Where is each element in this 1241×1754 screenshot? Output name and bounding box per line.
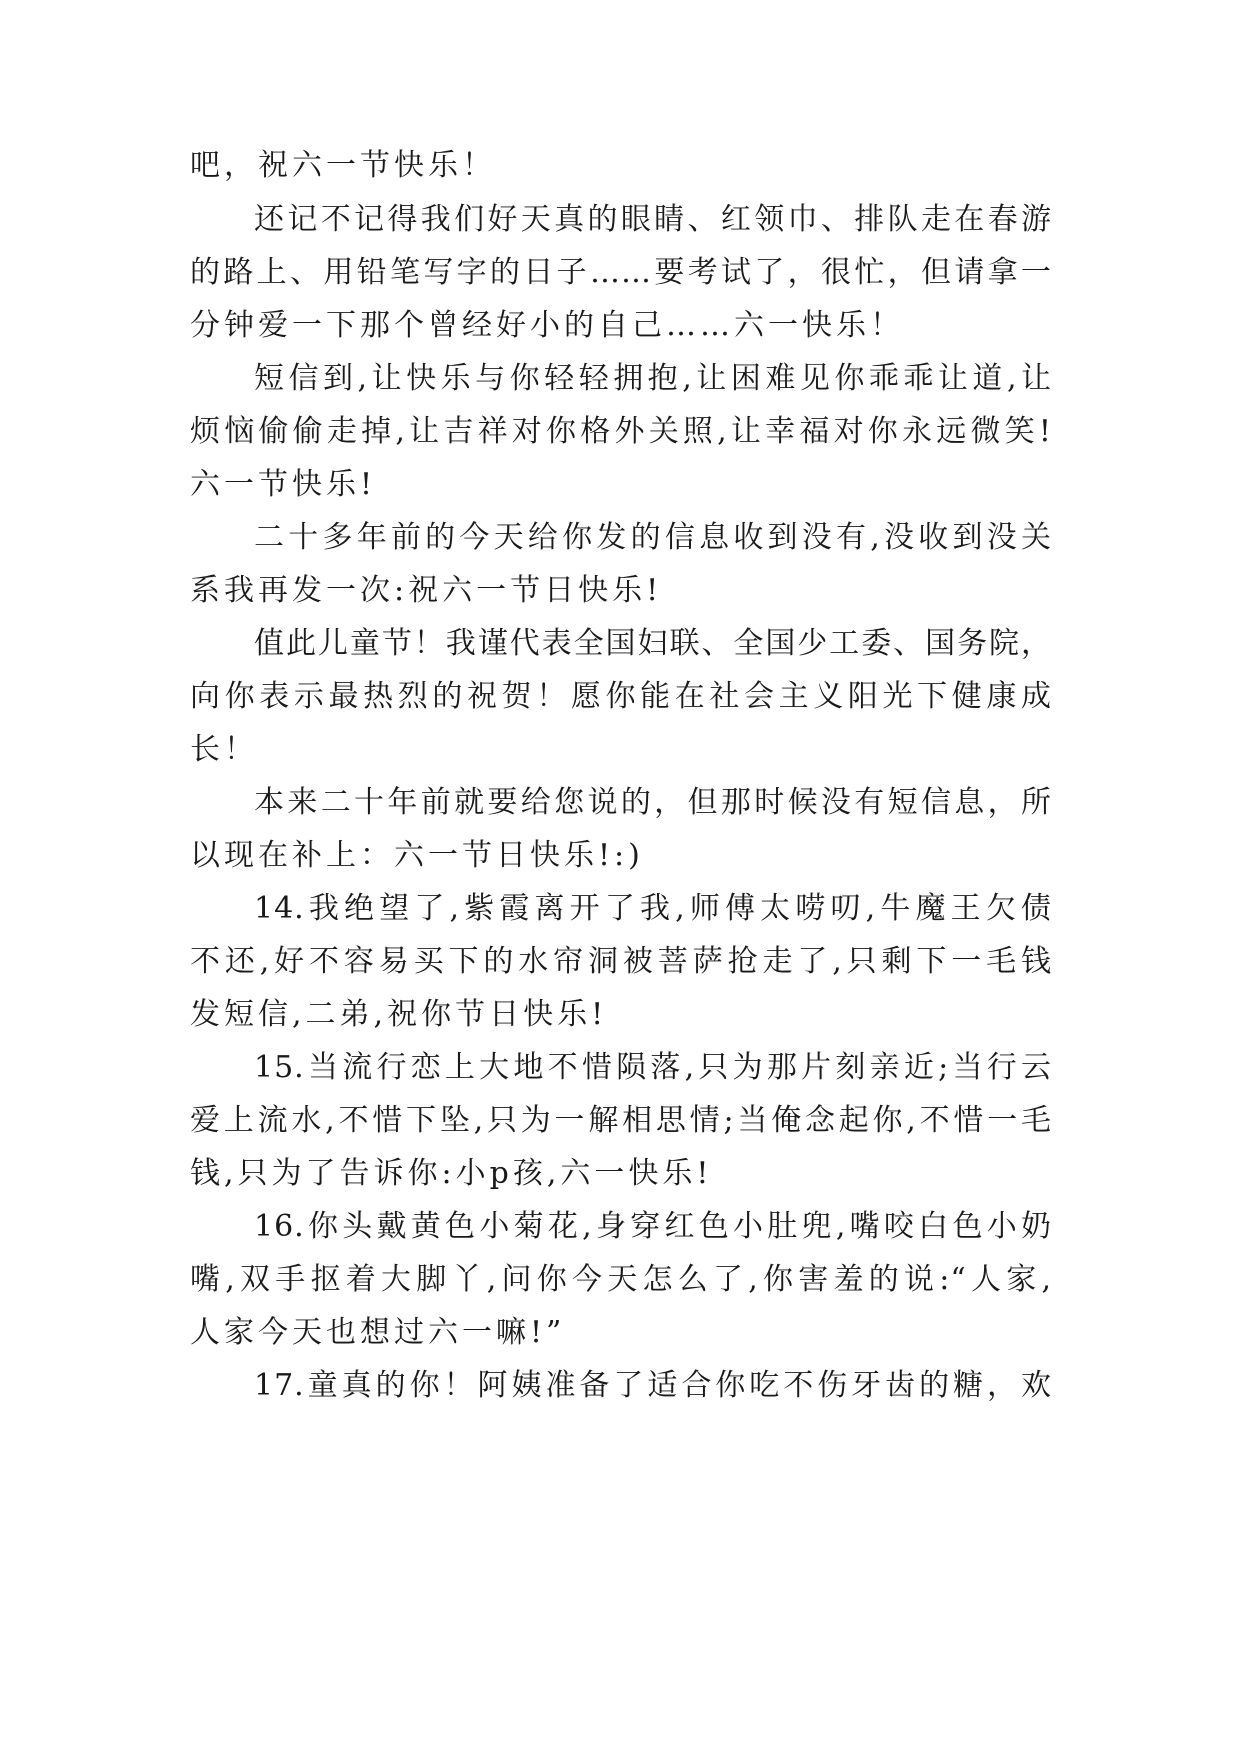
text-line: 短信到,让快乐与你轻轻拥抱,让困难见你乖乖让道,让	[254, 361, 1052, 396]
text-line: 系我再发一次:祝六一节日快乐!	[190, 573, 663, 608]
text-line: 二十多年前的今天给你发的信息收到没有,没收到没关	[254, 520, 1052, 555]
text-line: 本来二十年前就要给您说的，但那时候没有短信息，所	[254, 785, 1052, 820]
text-line: 吧，祝六一节快乐！	[190, 148, 496, 183]
text-line: 还记不记得我们好天真的眼睛、红领巾、排队走在春游	[254, 202, 1052, 237]
text-line: 不还,好不容易买下的水帘洞被菩萨抢走了,只剩下一毛钱	[190, 944, 1052, 979]
text-line: 长！	[190, 732, 258, 767]
text-line: 钱,只为了告诉你:小p孩,六一快乐!	[190, 1156, 713, 1191]
text-line: 17.童真的你！阿姨准备了适合你吃不伤牙齿的糖，欢	[254, 1368, 1052, 1403]
text-line: 16.你头戴黄色小菊花,身穿红色小肚兜,嘴咬白色小奶	[254, 1209, 1052, 1244]
text-line: 以现在补上：六一节日快乐!:)	[190, 838, 644, 873]
text-line: 六一节快乐!	[190, 467, 377, 502]
text-line: 爱上流水,不惜下坠,只为一解相思情;当俺念起你,不惜一毛	[190, 1103, 1052, 1138]
text-line: 14.我绝望了,紫霞离开了我,师傅太唠叨,牛魔王欠债	[254, 891, 1052, 926]
text-line: 15.当流行恋上大地不惜陨落,只为那片刻亲近;当行云	[254, 1050, 1052, 1085]
text-line: 值此儿童节！我谨代表全国妇联、全国少工委、国务院，	[254, 626, 1052, 661]
text-line: 的路上、用铅笔写字的日子……要考试了，很忙，但请拿一	[190, 255, 1052, 290]
text-line: 分钟爱一下那个曾经好小的自己……六一快乐！	[190, 308, 904, 343]
text-line: 嘴,双手抠着大脚丫,问你今天怎么了,你害羞的说:“人家,	[190, 1262, 1052, 1297]
text-line: 向你表示最热烈的祝贺！愿你能在社会主义阳光下健康成	[190, 679, 1052, 714]
text-line: 发短信,二弟,祝你节日快乐!	[190, 997, 608, 1032]
text-line: 烦恼偷偷走掉,让吉祥对你格外关照,让幸福对你永远微笑!	[190, 414, 1052, 449]
text-line: 人家今天也想过六一嘛!”	[190, 1315, 566, 1350]
